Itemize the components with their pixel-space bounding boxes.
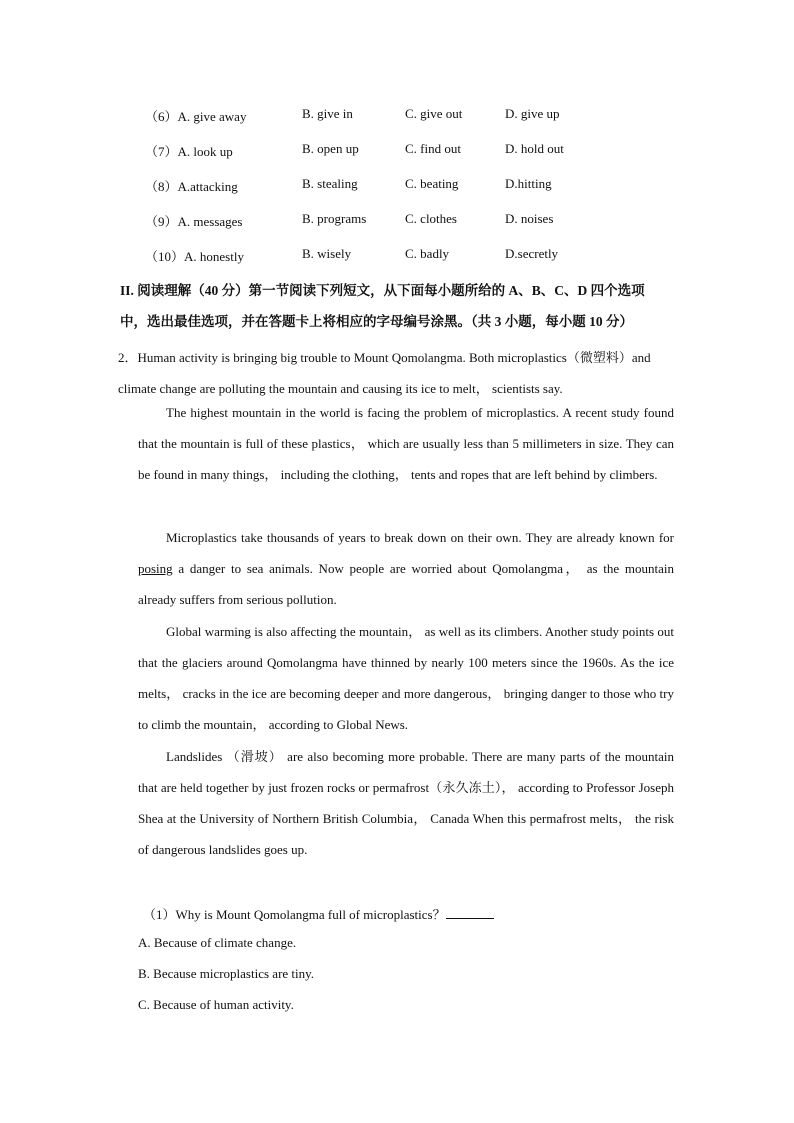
paragraph-4: Landslides （滑坡） are also becoming more probable. There are many parts of the mountain that are held together by just frozen rocks or permafrost（永久冻土）， according to Professor Joseph Shea at the University of Northern British Columbia， Canada When this permafrost melts， the risk of dangerous landslides goes up. [138,749,674,857]
option-b: B. stealing [302,176,358,191]
option-c: C. find out [405,141,461,156]
p2-text-after: a danger to sea animals. Now people are worried about Qomolangma， as the mountain already suffers from serious pollution. [138,561,674,607]
option-a: （8）A.attacking [145,179,238,194]
option-b: B. give in [302,106,353,121]
section-heading-line2: 中，选出最佳选项，并在答题卡上将相应的字母编号涂黑。（共 3 小题，每小题 10 分） [120,314,633,329]
option-d: D.hitting [505,176,552,191]
choice-b: B. Because microplastics are tiny. [138,966,315,981]
option-d: D. give up [505,106,560,121]
option-b: B. open up [302,141,359,156]
option-d: D. hold out [505,141,564,156]
option-d: D.secretly [505,246,559,261]
section-heading-line1: II. 阅读理解（40 分）第一节阅读下列短文，从下面每小题所给的 A、B、C、D 四个选项 [120,283,645,298]
choice-c: C. Because of human activity. [138,997,294,1012]
answer-blank [446,906,494,919]
option-c: C. clothes [405,211,457,226]
paragraph-3: Global warming is also affecting the mountain， as well as its climbers. Another study points out that the glaciers around Qomolangma have thinned by nearly 100 meters since the 1960s. As the ice melts， cracks in the ice are becoming deeper and more dangerous， bringing danger to those who try to climb the mountain， according to Global News. [138,624,674,732]
intro-text: Human activity is bringing big trouble to Mount Qomolangma. Both microplastics（微塑料）and climate change are polluting the mountain and causing its ice to melt， scientists say. [118,350,651,396]
paragraph-1: The highest mountain in the world is facing the problem of microplastics. A recent study found that the mountain is full of these plastics， which are usually less than 5 millimeters in size. They can be found in many things， including the clothing， tents and ropes that are left behind by climbers. [138,405,674,482]
question-number: 2． [118,350,138,365]
passage-intro [118,342,678,404]
question-1-text: （1）Why is Mount Qomolangma full of microplastics？ [143,907,446,922]
underlined-word: posing [138,561,173,576]
option-a: （6）A. give away [145,109,247,124]
choice-a: A. Because of climate change. [138,935,297,950]
option-c: C. give out [405,106,463,121]
p2-text-before: Microplastics take thousands of years to break down on their own. They are already known for [166,530,674,545]
option-c: C. beating [405,176,459,191]
option-a: （10）A. honestly [145,249,244,264]
option-c: C. badly [405,246,450,261]
option-b: B. wisely [302,246,352,261]
option-d: D. noises [505,211,554,226]
option-a: （9）A. messages [145,214,243,229]
option-b: B. programs [302,211,367,226]
paragraph-2 [138,522,674,615]
question-1-stem [143,904,494,923]
option-a: （7）A. look up [145,144,233,159]
